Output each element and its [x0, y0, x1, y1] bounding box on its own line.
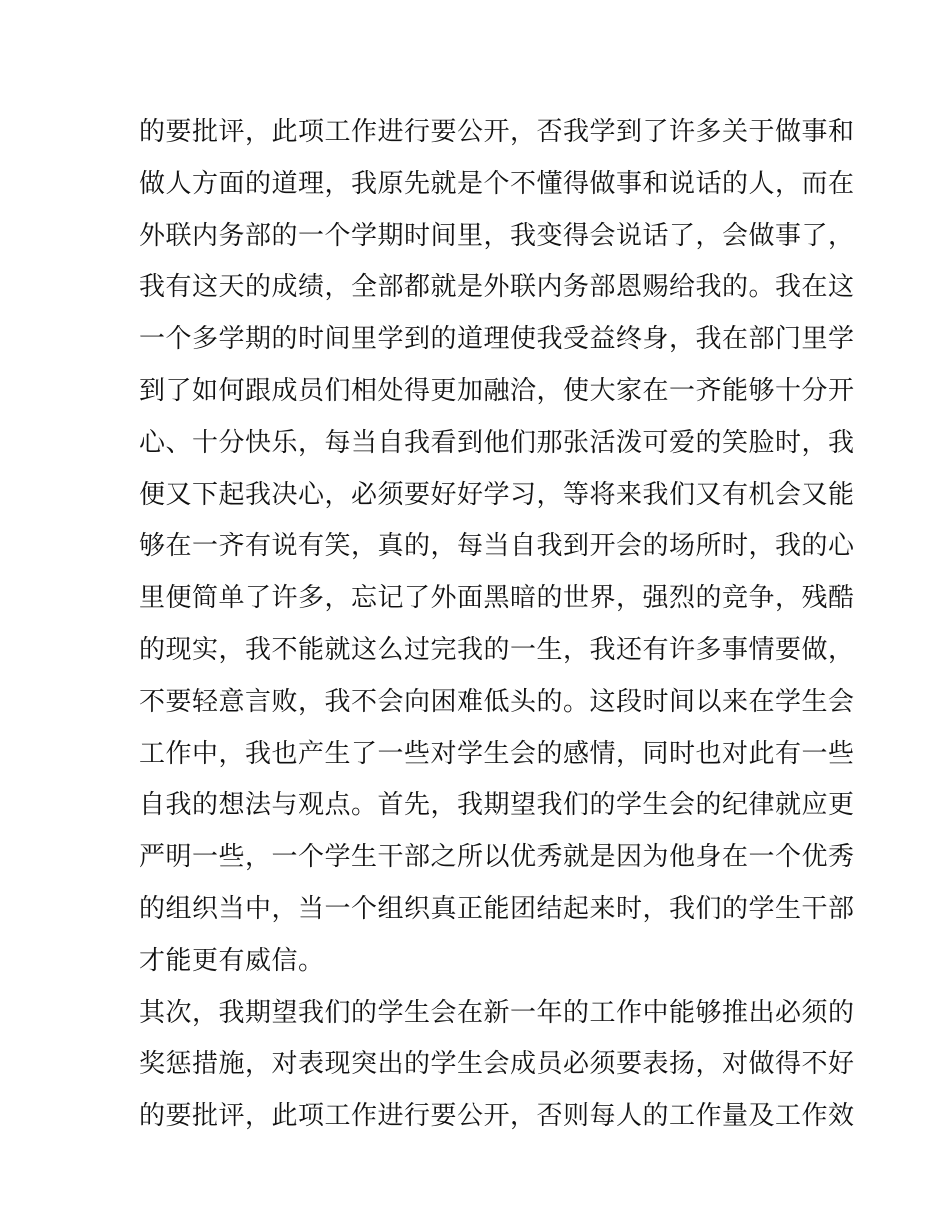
text-line: 心、十分快乐，每当自我看到他们那张活泼可爱的笑脸时，我: [139, 427, 855, 458]
paragraph-1: [139, 107, 855, 988]
text-line: 里便简单了许多，忘记了外面黑暗的世界，强烈的竞争，残酷: [139, 583, 855, 614]
text-line: 一个多学期的时间里学到的道理使我受益终身，我在部门里学: [139, 324, 855, 355]
text-line: 我有这天的成绩，全部都就是外联内务部恩赐给我的。我在这: [139, 272, 855, 303]
body-text: [139, 107, 855, 1143]
text-line: 工作中，我也产生了一些对学生会的感情，同时也对此有一些: [139, 738, 855, 769]
text-line: 做人方面的道理，我原先就是个不懂得做事和说话的人，而在: [139, 168, 855, 199]
text-line: 不要轻意言败，我不会向困难低头的。这段时间以来在学生会: [139, 686, 855, 717]
paragraph-2: [139, 988, 855, 1143]
text-line: 自我的想法与观点。首先，我期望我们的学生会的纪律就应更: [139, 790, 855, 821]
text-line: 到了如何跟成员们相处得更加融洽，使大家在一齐能够十分开: [139, 375, 855, 406]
text-line: 其次，我期望我们的学生会在新一年的工作中能够推出必须的: [139, 997, 855, 1028]
text-line: 奖惩措施，对表现突出的学生会成员必须要表扬，对做得不好: [139, 1049, 855, 1080]
text-line: 够在一齐有说有笑，真的，每当自我到开会的场所时，我的心: [139, 531, 855, 562]
text-line: 外联内务部的一个学期时间里，我变得会说话了，会做事了，: [139, 220, 855, 251]
text-line: 严明一些，一个学生干部之所以优秀就是因为他身在一个优秀: [139, 842, 855, 873]
text-line: 的要批评，此项工作进行要公开，否则每人的工作量及工作效: [139, 1101, 855, 1132]
text-line: 才能更有威信。: [139, 945, 325, 976]
text-line: 便又下起我决心，必须要好好学习，等将来我们又有机会又能: [139, 479, 855, 510]
text-line: 的要批评，此项工作进行要公开，否我学到了许多关于做事和: [139, 117, 855, 147]
text-line: 的现实，我不能就这么过完我的一生，我还有许多事情要做，: [139, 634, 855, 665]
text-line: 的组织当中，当一个组织真正能团结起来时，我们的学生干部: [139, 893, 855, 924]
